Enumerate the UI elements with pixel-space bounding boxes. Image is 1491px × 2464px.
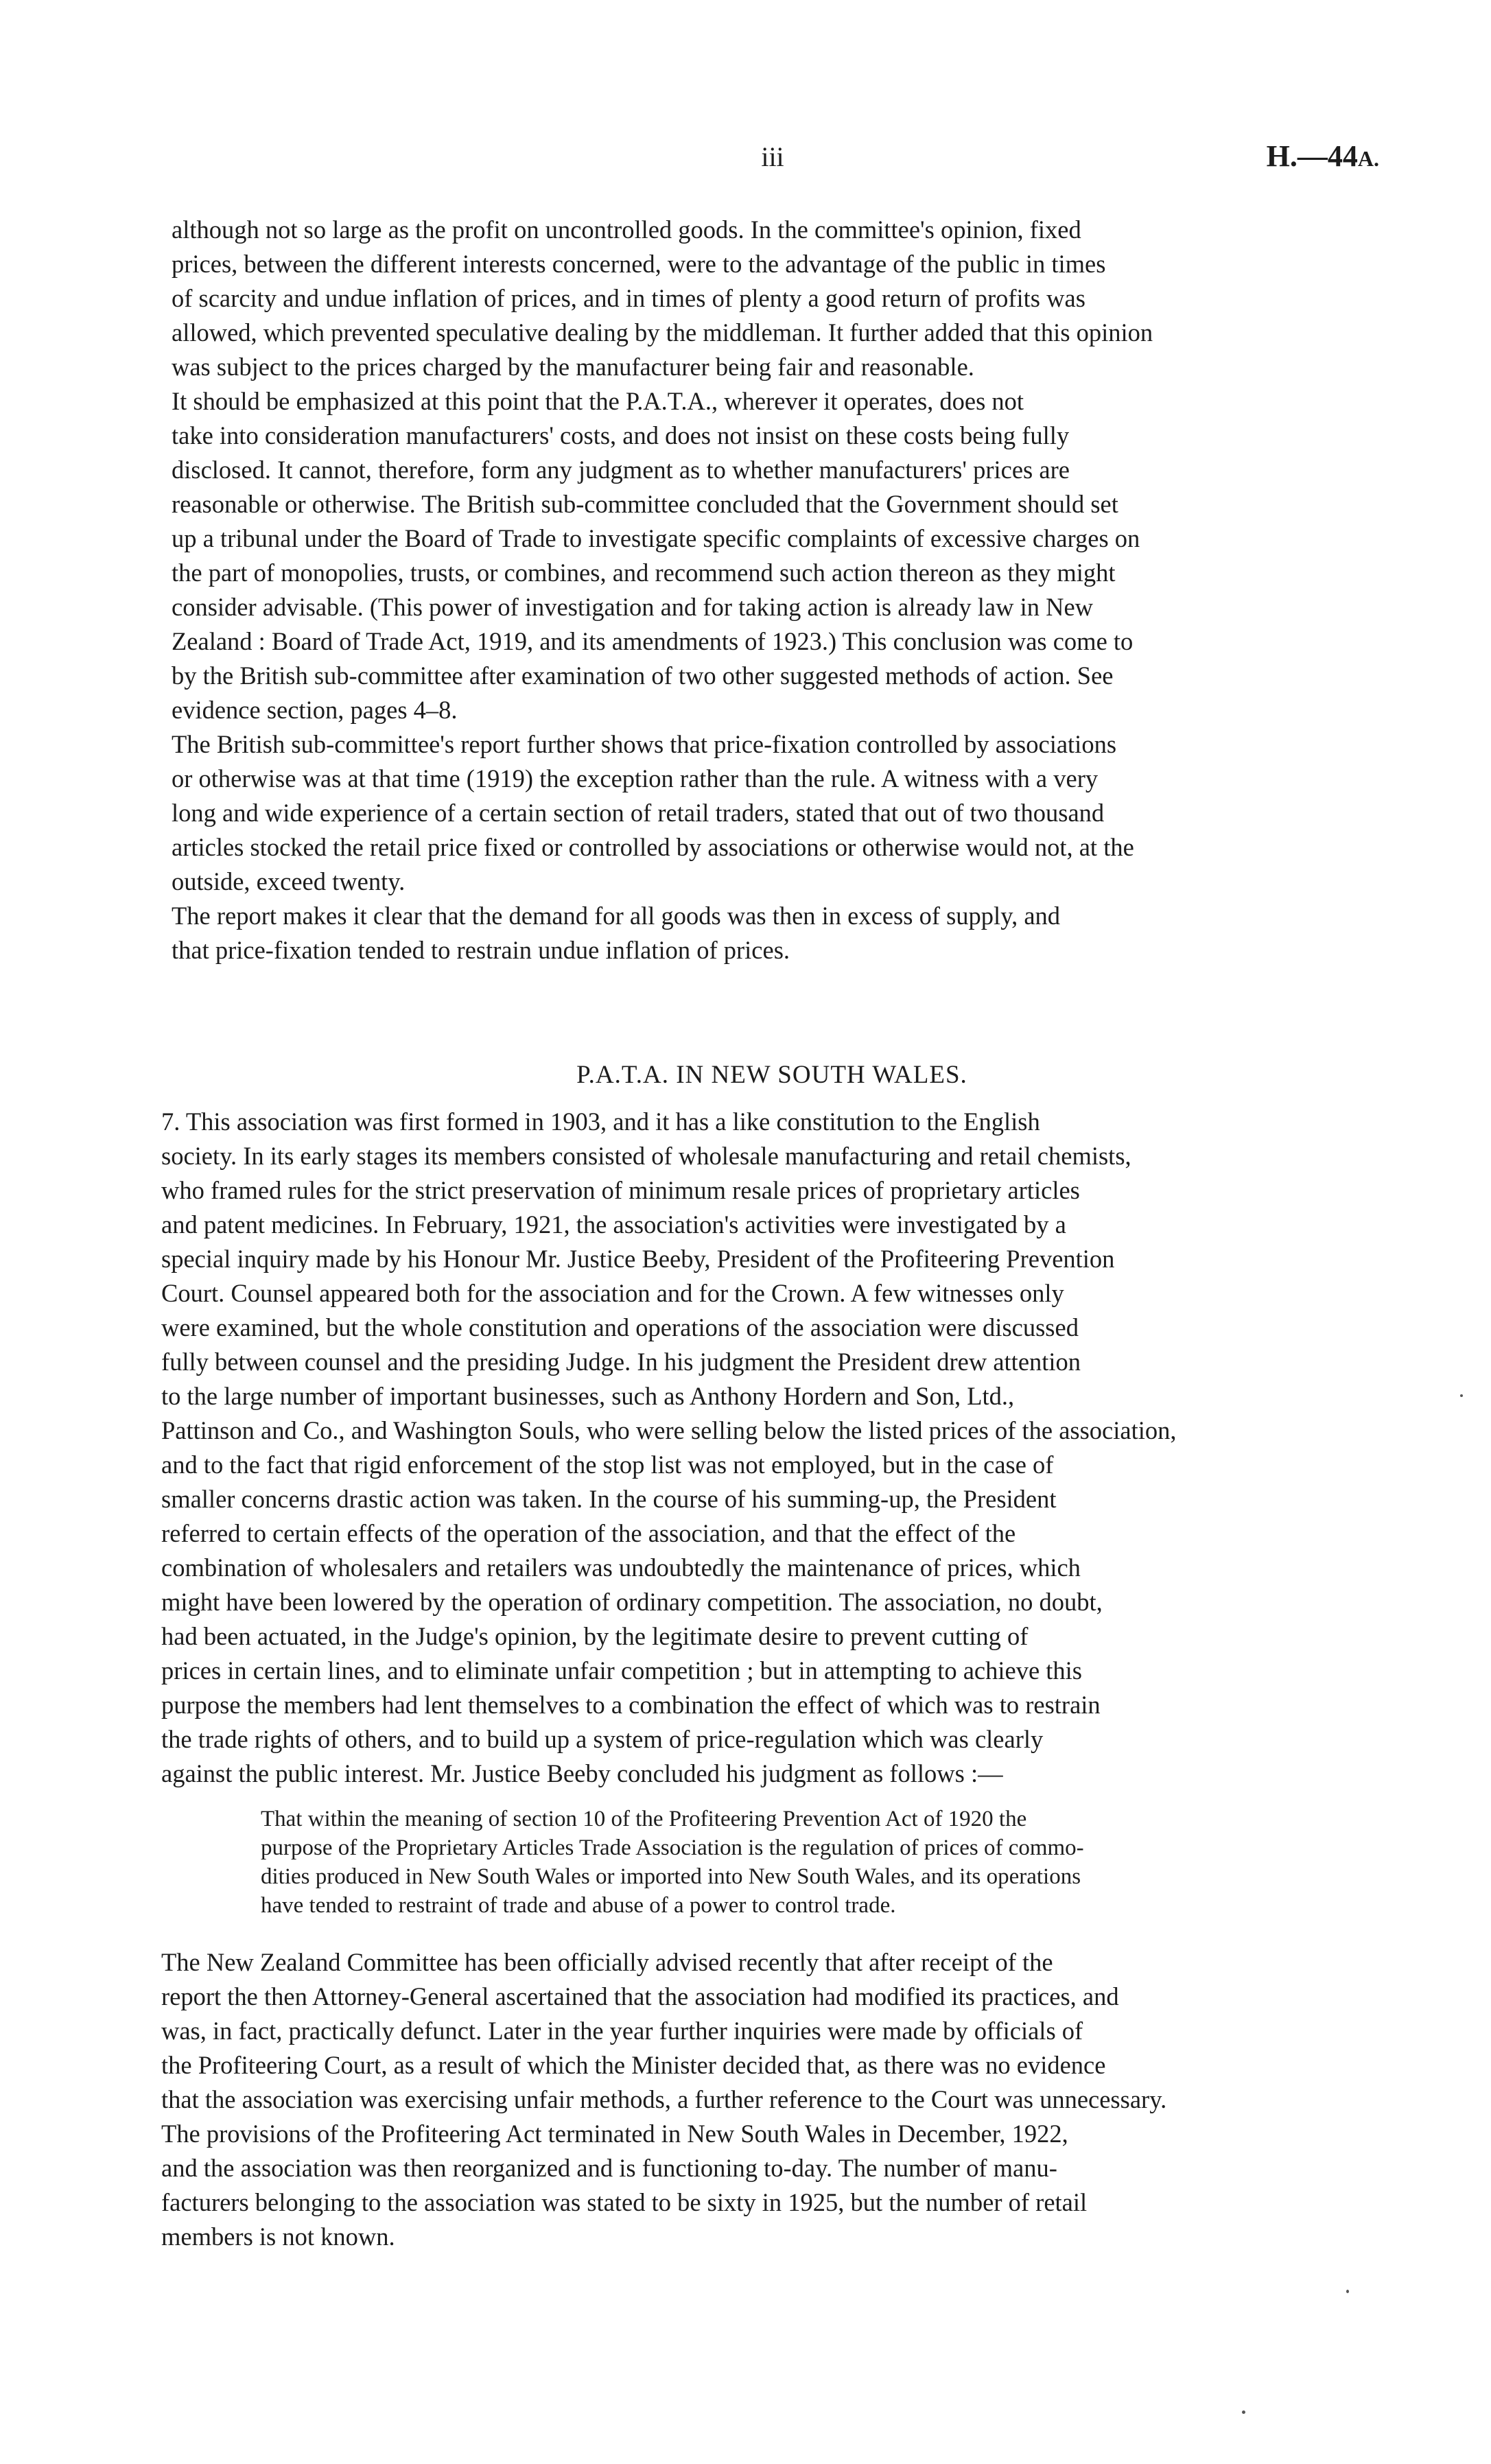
paragraph-demand-supply: The report makes it clear that the demand for all goods was then in excess of supply, and that price-fixation tended to restrain undue inflation of prices.: [172, 902, 1061, 964]
scan-speck: [1460, 1394, 1463, 1397]
page-number: iii: [761, 141, 784, 172]
document-reference-main: H.—44: [1266, 139, 1358, 173]
judgment-quote: That within the meaning of section 10 of the Profiteering Prevention Act of 1920 the purpose of the Proprietary Articles Trade Association is the regulation of prices of commo- dities produced in New South Wales or imported into New South Wales, and its operations have tended to restraint of trade and abuse of a power to control trade.: [261, 1807, 1084, 1918]
paragraph-price-fixation-exception: The British sub-committee's report further shows that price-fixation controlled by associations or otherwise was at that time (1919) the exception rather than the rule. A witness with a very long and wide experience of a certain section of retail traders, stated that out of two thousand articles stocked the retail price fixed or controlled by associations or otherwise would not, at the outside, exceed twenty.: [172, 730, 1134, 895]
paragraph-pata-costs: It should be emphasized at this point that the P.A.T.A., wherever it operates, does not take into consideration manufacturers' costs, and does not insist on these costs being fully disclosed. It cannot, therefore, form any judgment as to whether manufacturers' prices are reasonable or otherwise. The British sub-committee concluded that the Government should set up a tribunal under the Board of Trade to investigate specific complaints of excessive charges on the part of monopolies, trusts, or combines, and recommend such action thereon as they might consider advisable. (This power of investigation and for taking action is already law in New Zealand : Board of Trade Act, 1919, and its amendments of 1923.) This conclusion was come to by the British sub-committee after examination of two other suggested methods of action. See evidence section, pages 4–8.: [172, 387, 1140, 724]
document-reference-suffix: A.: [1357, 146, 1379, 171]
paragraph-profiteering-act-terminated: The provisions of the Profiteering Act terminated in New South Wales in December, 1922, and the association was then reorganized and is functioning to-day. The number of manu- facturers belonging to the association was stated to be sixty in 1925, but the number of retail members is not known.: [161, 2120, 1088, 2251]
document-reference: [1228, 139, 1379, 174]
scan-speck: [1242, 2410, 1245, 2414]
scan-speck: [1346, 2290, 1349, 2293]
section-heading: P.A.T.A. IN NEW SOUTH WALES.: [576, 1061, 967, 1089]
paragraph-nsw-association: 7. This association was first formed in 1903, and it has a like constitution to the English society. In its early stages its members consisted of wholesale manufacturing and retail chemists, who framed rules for the strict preservation of minimum resale prices of proprietary articles and patent medicines. In February, 1921, the association's activities were investigated by a special inquiry made by his Honour Mr. Justice Beeby, President of the Profiteering Prevention Court. Counsel appeared both for the association and for the Crown. A few witnesses only were examined, but the whole constitution and operations of the association were discussed fully between counsel and the presiding Judge. In his judgment the President drew attention to the large number of important businesses, such as Anthony Hordern and Son, Ltd., Pattinson and Co., and Washington Souls, who were selling below the listed prices of the association, and to the fact that rigid enforcement of the stop list was not employed, but in the case of smaller concerns drastic action was taken. In the course of his summing-up, the President referred to certain effects of the operation of the association, and that the effect of the combination of wholesalers and retailers was undoubtedly the maintenance of prices, which might have been lowered by the operation of ordinary competition. The association, no doubt, had been actuated, in the Judge's opinion, by the legitimate desire to prevent cutting of prices in certain lines, and to eliminate unfair competition ; but in attempting to achieve this purpose the members had lent themselves to a combination the effect of which was to restrain the trade rights of others, and to build up a system of price-regulation which was clearly against the public interest. Mr. Justice Beeby concluded his judgment as follows :—: [161, 1107, 1177, 1787]
paragraph-committee-opinion: although not so large as the profit on uncontrolled goods. In the committee's opinion, fixed prices, between the different interests concerned, were to the advantage of the public in times of scarcity and undue inflation of prices, and in times of plenty a good return of profits was allowed, which prevented speculative dealing by the middleman. It further added that this opinion was subject to the prices charged by the manufacturer being fair and reasonable.: [172, 215, 1153, 381]
paragraph-nz-committee-advice: The New Zealand Committee has been officially advised recently that after receipt of the report the then Attorney-General ascertained that the association had modified its practices, and was, in fact, practically defunct. Later in the year further inquiries were made by officials of the Profiteering Court, as a result of which the Minister decided that, as there was no evidence that the association was exercising unfair methods, a further reference to the Court was unnecessary.: [161, 1948, 1167, 2113]
